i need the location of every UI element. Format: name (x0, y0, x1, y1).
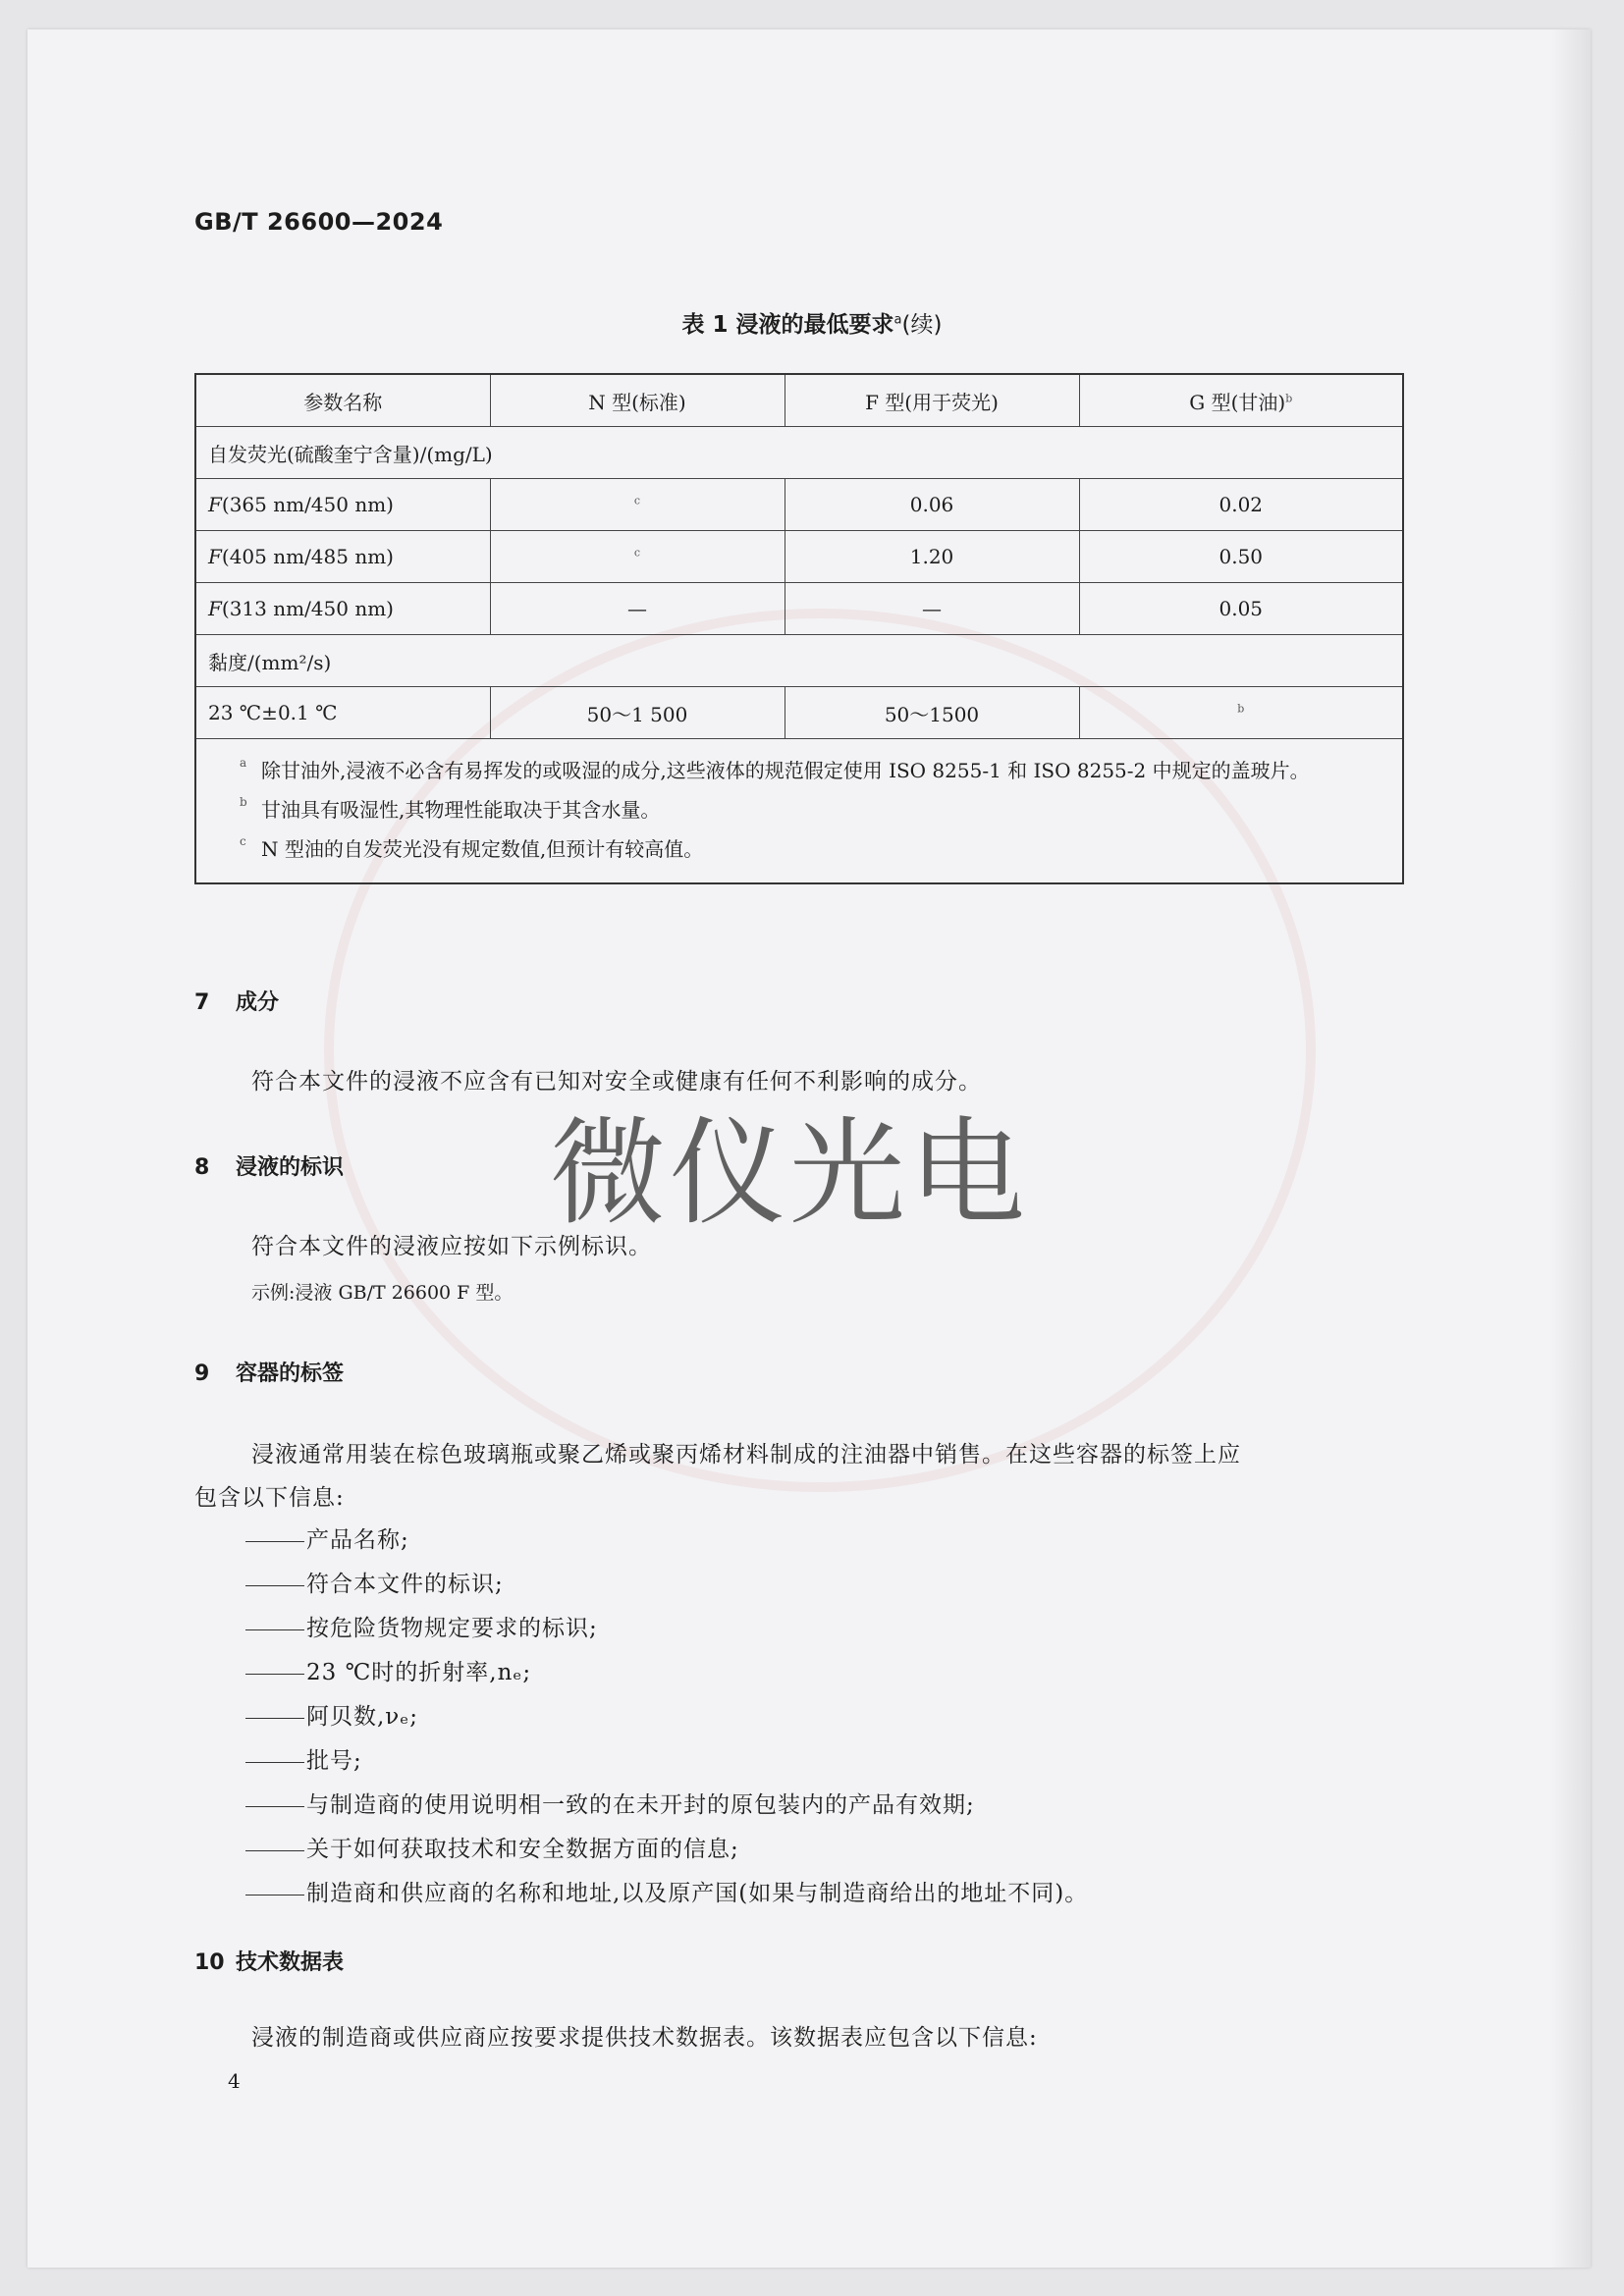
cell-n: 50～1 500 (490, 687, 785, 739)
cell-n (490, 479, 785, 531)
section-7-text: 符合本文件的浸液不应含有已知对安全或健康有任何不利影响的成分。 (251, 1069, 982, 1095)
list-item (245, 1875, 1088, 1907)
standard-code: GB/T 26600—2024 (194, 208, 444, 236)
section-10-text: 浸液的制造商或供应商应按要求提供技术数据表。该数据表应包含以下信息: (251, 2025, 1038, 2051)
footnote-mark: b (240, 795, 247, 809)
list-item-text: 关于如何获取技术和安全数据方面的信息; (306, 1837, 739, 1862)
list-item (245, 1566, 504, 1598)
cell-n (490, 531, 785, 583)
list-item (245, 1698, 418, 1731)
viscosity-label: 黏度/(mm²/s) (195, 635, 1403, 687)
footnote (240, 751, 1386, 790)
table-title-mark: a (893, 312, 902, 328)
section-9-heading (194, 1357, 344, 1387)
header-g-mark: b (1285, 391, 1293, 404)
page-edge-shadow (1551, 29, 1591, 2268)
footnote-text: N 型油的自发荧光没有规定数值,但预计有较高值。 (261, 837, 704, 861)
table-title-suffix: (续) (901, 312, 943, 338)
footnote-row (195, 739, 1403, 884)
list-item (245, 1742, 362, 1775)
cell-f: — (785, 583, 1079, 635)
table-row (195, 427, 1403, 479)
list-item-text: 阿贝数,νₑ; (306, 1704, 418, 1730)
row-label (195, 583, 490, 635)
table-title (0, 306, 1624, 339)
list-item-text: 按危险货物规定要求的标识; (306, 1616, 598, 1641)
section-9-text-line2: 包含以下信息: (194, 1485, 345, 1511)
list-item-text: 与制造商的使用说明相一致的在未开封的原包装内的产品有效期; (306, 1792, 975, 1818)
dash-mark (245, 1850, 304, 1851)
section-7-heading (194, 986, 279, 1016)
watermark-text: 微仪光电 (550, 1105, 1030, 1241)
cell-n: — (490, 583, 785, 635)
section-title: 成分 (236, 990, 280, 1015)
viscosity-temp-label: 23 ℃±0.1 ℃ (195, 687, 490, 739)
header-g-type (1079, 374, 1403, 427)
section-8-example: 示例:浸液 GB/T 26600 F 型。 (251, 1282, 514, 1304)
dash-mark (245, 1674, 304, 1675)
section-title: 容器的标签 (236, 1362, 345, 1386)
footnote-text: 除甘油外,浸液不必含有易挥发的或吸湿的成分,这些液体的规范假定使用 ISO 8255-1 和 ISO 8255-2 中规定的盖玻片。 (261, 759, 1310, 782)
page-number: 4 (228, 2069, 241, 2093)
cell-g (1079, 687, 1403, 739)
cell-g: 0.50 (1079, 531, 1403, 583)
cell-n-mark: c (633, 546, 641, 560)
dash-mark (245, 1585, 304, 1586)
row-label-var: F (208, 493, 222, 516)
list-item-text: 23 ℃时的折射率,nₑ; (306, 1660, 532, 1685)
table-row (195, 531, 1403, 583)
section-title: 浸液的标识 (236, 1155, 345, 1180)
row-label-rest: (365 nm/450 nm) (221, 493, 394, 516)
dash-mark (245, 1629, 304, 1630)
requirements-table (194, 373, 1404, 884)
autofluorescence-label: 自发荧光(硫酸奎宁含量)/(mg/L) (195, 427, 1403, 479)
table-row (195, 583, 1403, 635)
dash-mark (245, 1541, 304, 1542)
footnote (240, 790, 1386, 829)
section-9-text-line1: 浸液通常用装在棕色玻璃瓶或聚乙烯或聚丙烯材料制成的注油器中销售。在这些容器的标签上应 (251, 1442, 1241, 1468)
cell-f: 1.20 (785, 531, 1079, 583)
footnote-mark: c (240, 834, 246, 848)
row-label (195, 531, 490, 583)
section-number: 9 (194, 1362, 210, 1386)
footnote (240, 829, 1386, 869)
list-item-text: 批号; (306, 1748, 362, 1774)
header-f-type: F 型(用于荧光) (785, 374, 1079, 427)
table-row (195, 687, 1403, 739)
table-row (195, 635, 1403, 687)
list-item (245, 1654, 531, 1686)
section-number: 10 (194, 1950, 225, 1975)
footnote-mark: a (240, 756, 247, 770)
dash-mark (245, 1762, 304, 1763)
cell-n-mark: c (633, 494, 641, 507)
table-header-row (195, 374, 1403, 427)
list-item-text: 制造商和供应商的名称和地址,以及原产国(如果与制造商给出的地址不同)。 (306, 1881, 1089, 1906)
cell-g-mark: b (1237, 702, 1245, 716)
section-10-heading (194, 1946, 344, 1976)
dash-mark (245, 1806, 304, 1807)
section-8-text: 符合本文件的浸液应按如下示例标识。 (251, 1234, 652, 1259)
row-label-var: F (208, 597, 222, 620)
dash-mark (245, 1895, 304, 1896)
footnote-text: 甘油具有吸湿性,其物理性能取决于其含水量。 (261, 798, 661, 822)
header-param-name: 参数名称 (195, 374, 490, 427)
row-label-rest: (313 nm/450 nm) (221, 597, 394, 620)
list-item (245, 1787, 975, 1819)
row-label-var: F (208, 545, 222, 568)
section-title: 技术数据表 (236, 1950, 345, 1975)
list-item (245, 1610, 598, 1642)
section-8-heading (194, 1150, 344, 1181)
table-title-prefix: 表 1 浸液的最低要求 (681, 312, 894, 338)
cell-f: 0.06 (785, 479, 1079, 531)
cell-g: 0.02 (1079, 479, 1403, 531)
section-number: 7 (194, 990, 210, 1015)
cell-g: 0.05 (1079, 583, 1403, 635)
row-label (195, 479, 490, 531)
list-item (245, 1831, 739, 1863)
list-item-text: 符合本文件的标识; (306, 1572, 504, 1597)
cell-f: 50～1500 (785, 687, 1079, 739)
header-n-type: N 型(标准) (490, 374, 785, 427)
row-label-rest: (405 nm/485 nm) (221, 545, 394, 568)
header-g-type-label: G 型(甘油) (1189, 390, 1286, 414)
list-item-text: 产品名称; (306, 1527, 409, 1553)
section-number: 8 (194, 1155, 210, 1180)
table-footnotes (195, 739, 1403, 884)
dash-mark (245, 1718, 304, 1719)
list-item (245, 1522, 409, 1554)
table-row (195, 479, 1403, 531)
